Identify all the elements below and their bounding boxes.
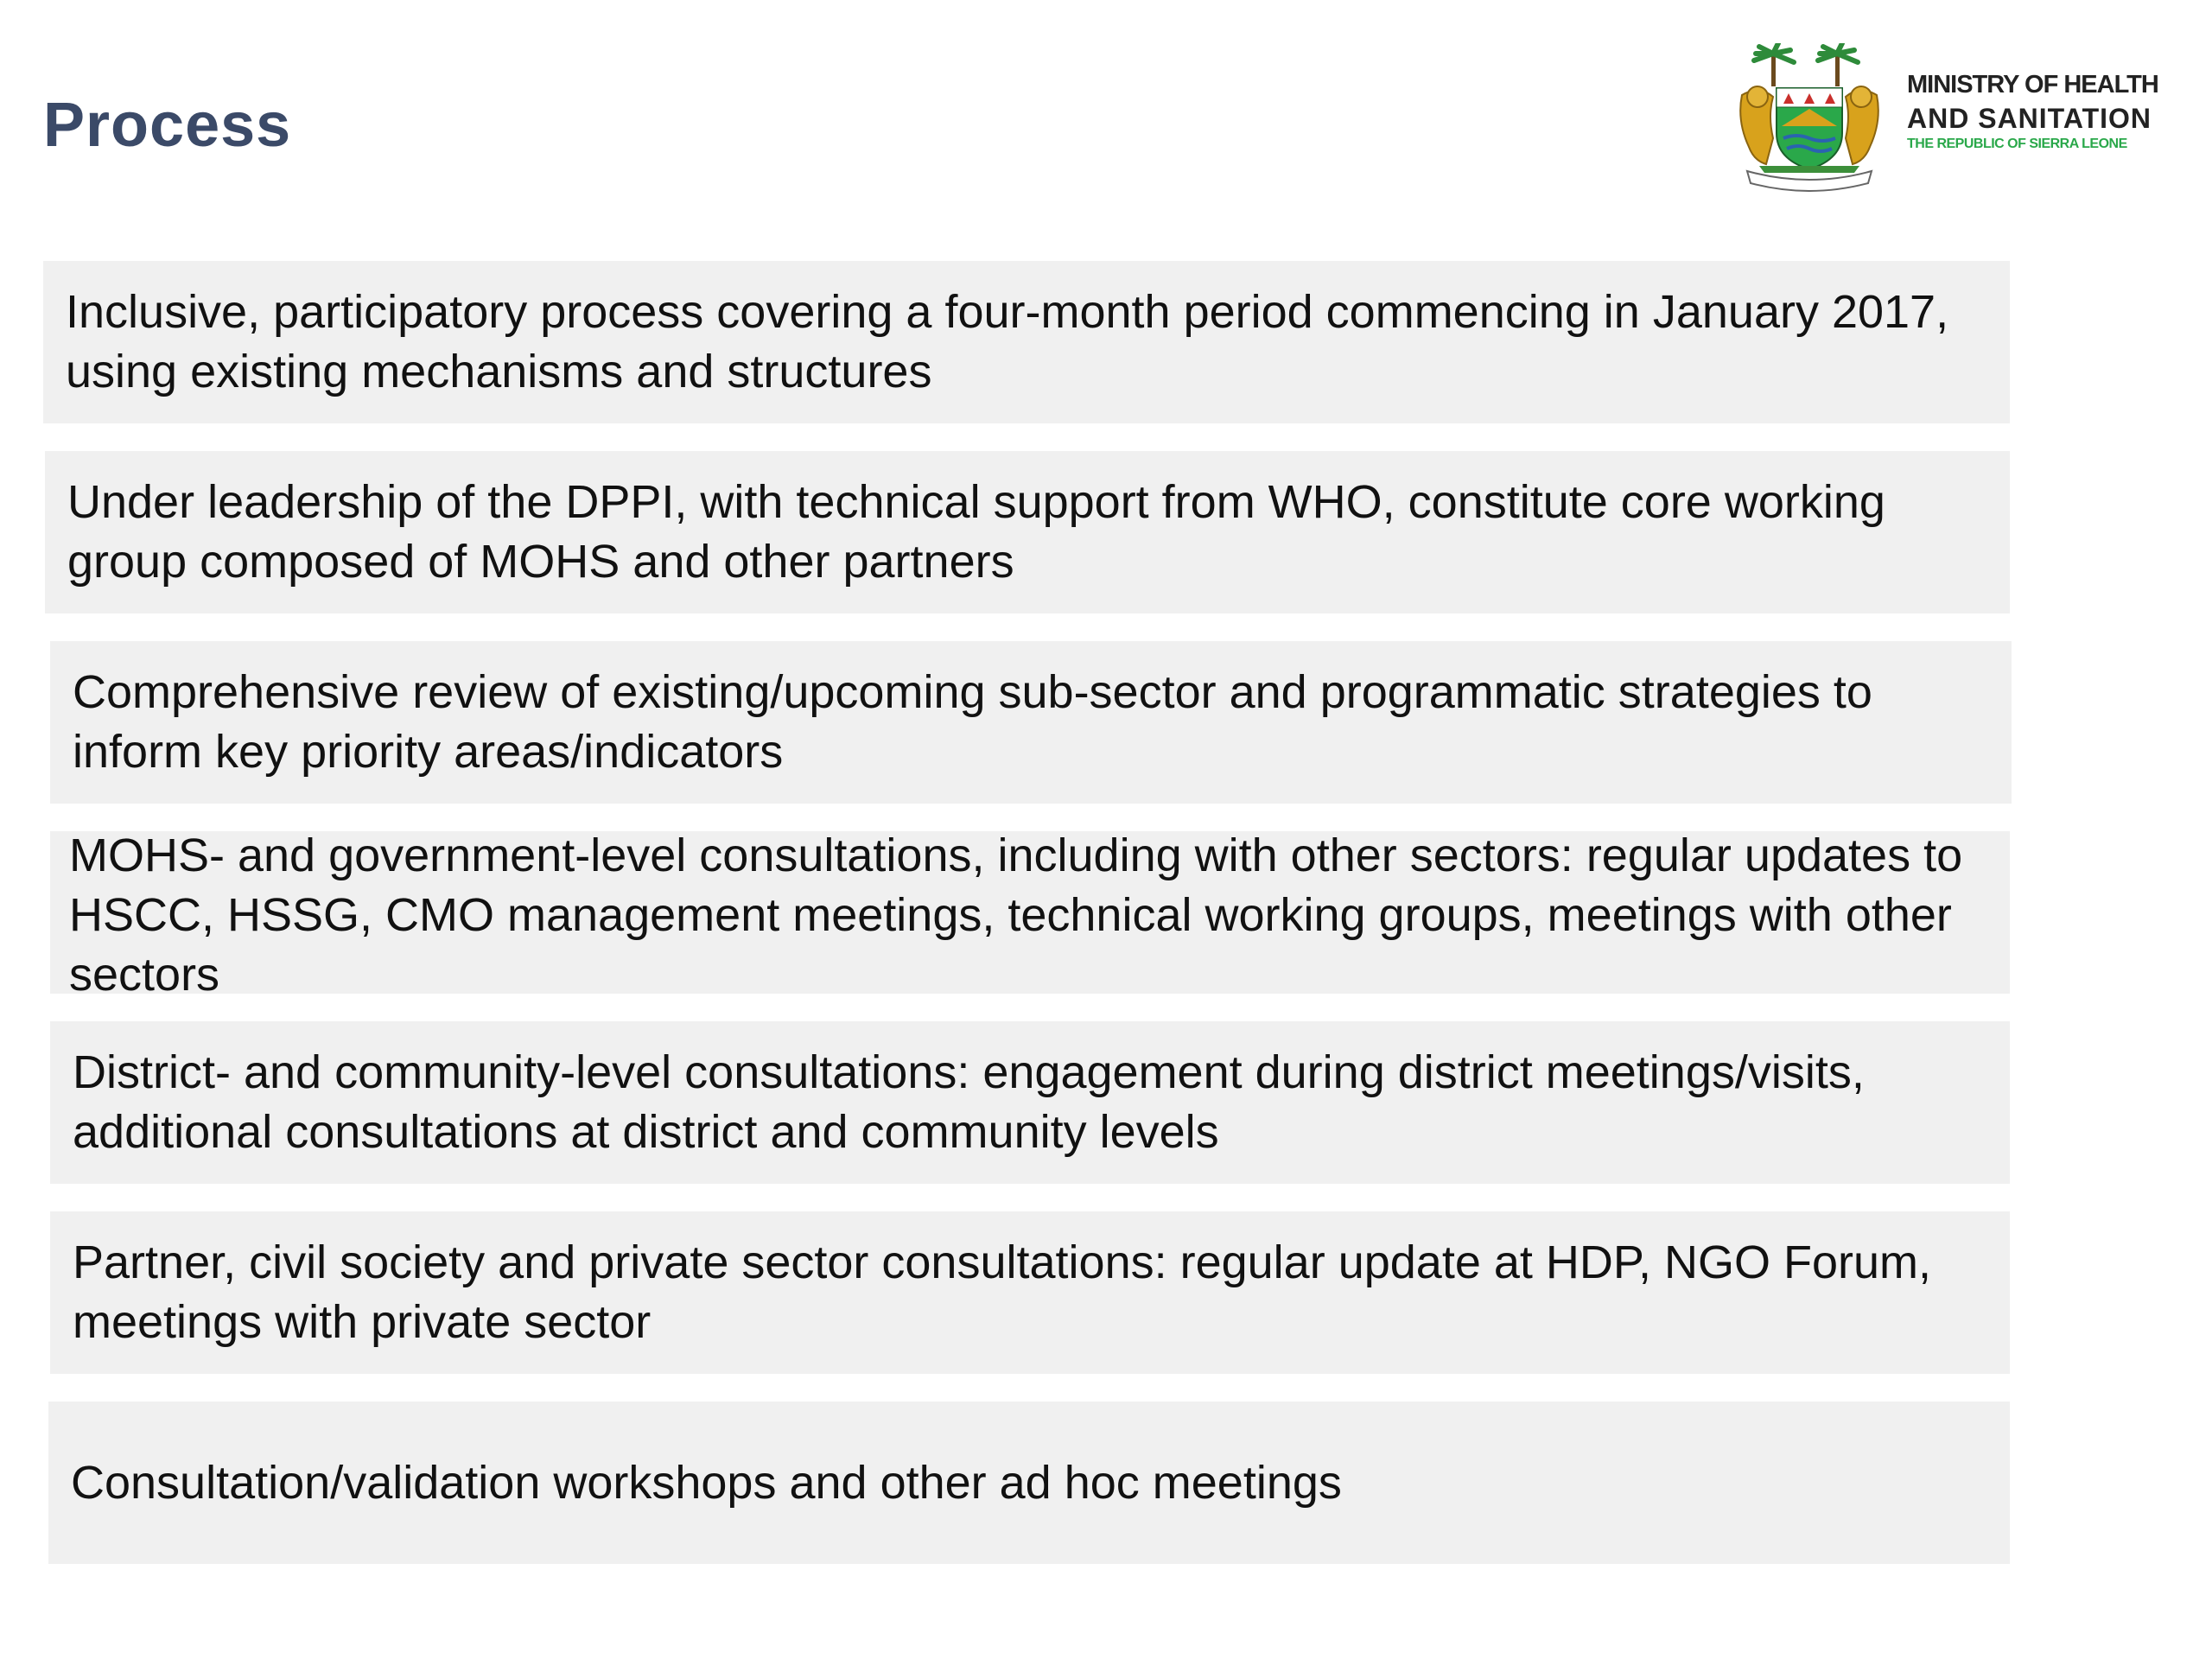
- process-item-1: [43, 261, 2010, 423]
- process-item-text: Under leadership of the DPPI, with technical support from WHO, constitute core working group composed of MOHS and other partners: [67, 476, 1885, 588]
- process-item-text: MOHS- and government-level consultations, including with other sectors: regular updates to HSCC, HSSG, CMO management meetings, technical working groups, meetings with other sectors: [69, 830, 1963, 1001]
- process-item-6: [50, 1211, 2010, 1374]
- process-item-text: District- and community-level consultations: engagement during district meetings/visits, additional consultations at district and community levels: [73, 1046, 1865, 1158]
- process-item-text: Consultation/validation workshops and other ad hoc meetings: [71, 1456, 1342, 1509]
- ministry-logo: [1728, 38, 2195, 194]
- logo-text: [1907, 73, 2195, 151]
- process-item-7: [48, 1402, 2010, 1564]
- process-item-4: [50, 830, 2010, 1001]
- logo-ministry-line: MINISTRY OF HEALTH: [1907, 71, 2158, 99]
- coat-of-arms-icon: [1733, 43, 1885, 192]
- logo-republic-line: THE REPUBLIC OF SIERRA LEONE: [1907, 137, 2127, 151]
- logo-sanitation-line: AND SANITATION: [1907, 103, 2152, 134]
- process-item-2: [45, 451, 2010, 613]
- process-item-3: [50, 641, 2012, 804]
- process-item-5: [50, 1021, 2010, 1184]
- process-item-text: Comprehensive review of existing/upcoming sub-sector and programmatic strategies to inform key priority areas/indicators: [73, 666, 1872, 778]
- page-title: Process: [43, 91, 292, 160]
- process-item-text: Partner, civil society and private sector consultations: regular update at HDP, NGO Forum, meetings with private sector: [73, 1236, 1931, 1348]
- process-item-text: Inclusive, participatory process covering a four-month period commencing in January 2017, using existing mechanisms and structures: [66, 286, 1949, 397]
